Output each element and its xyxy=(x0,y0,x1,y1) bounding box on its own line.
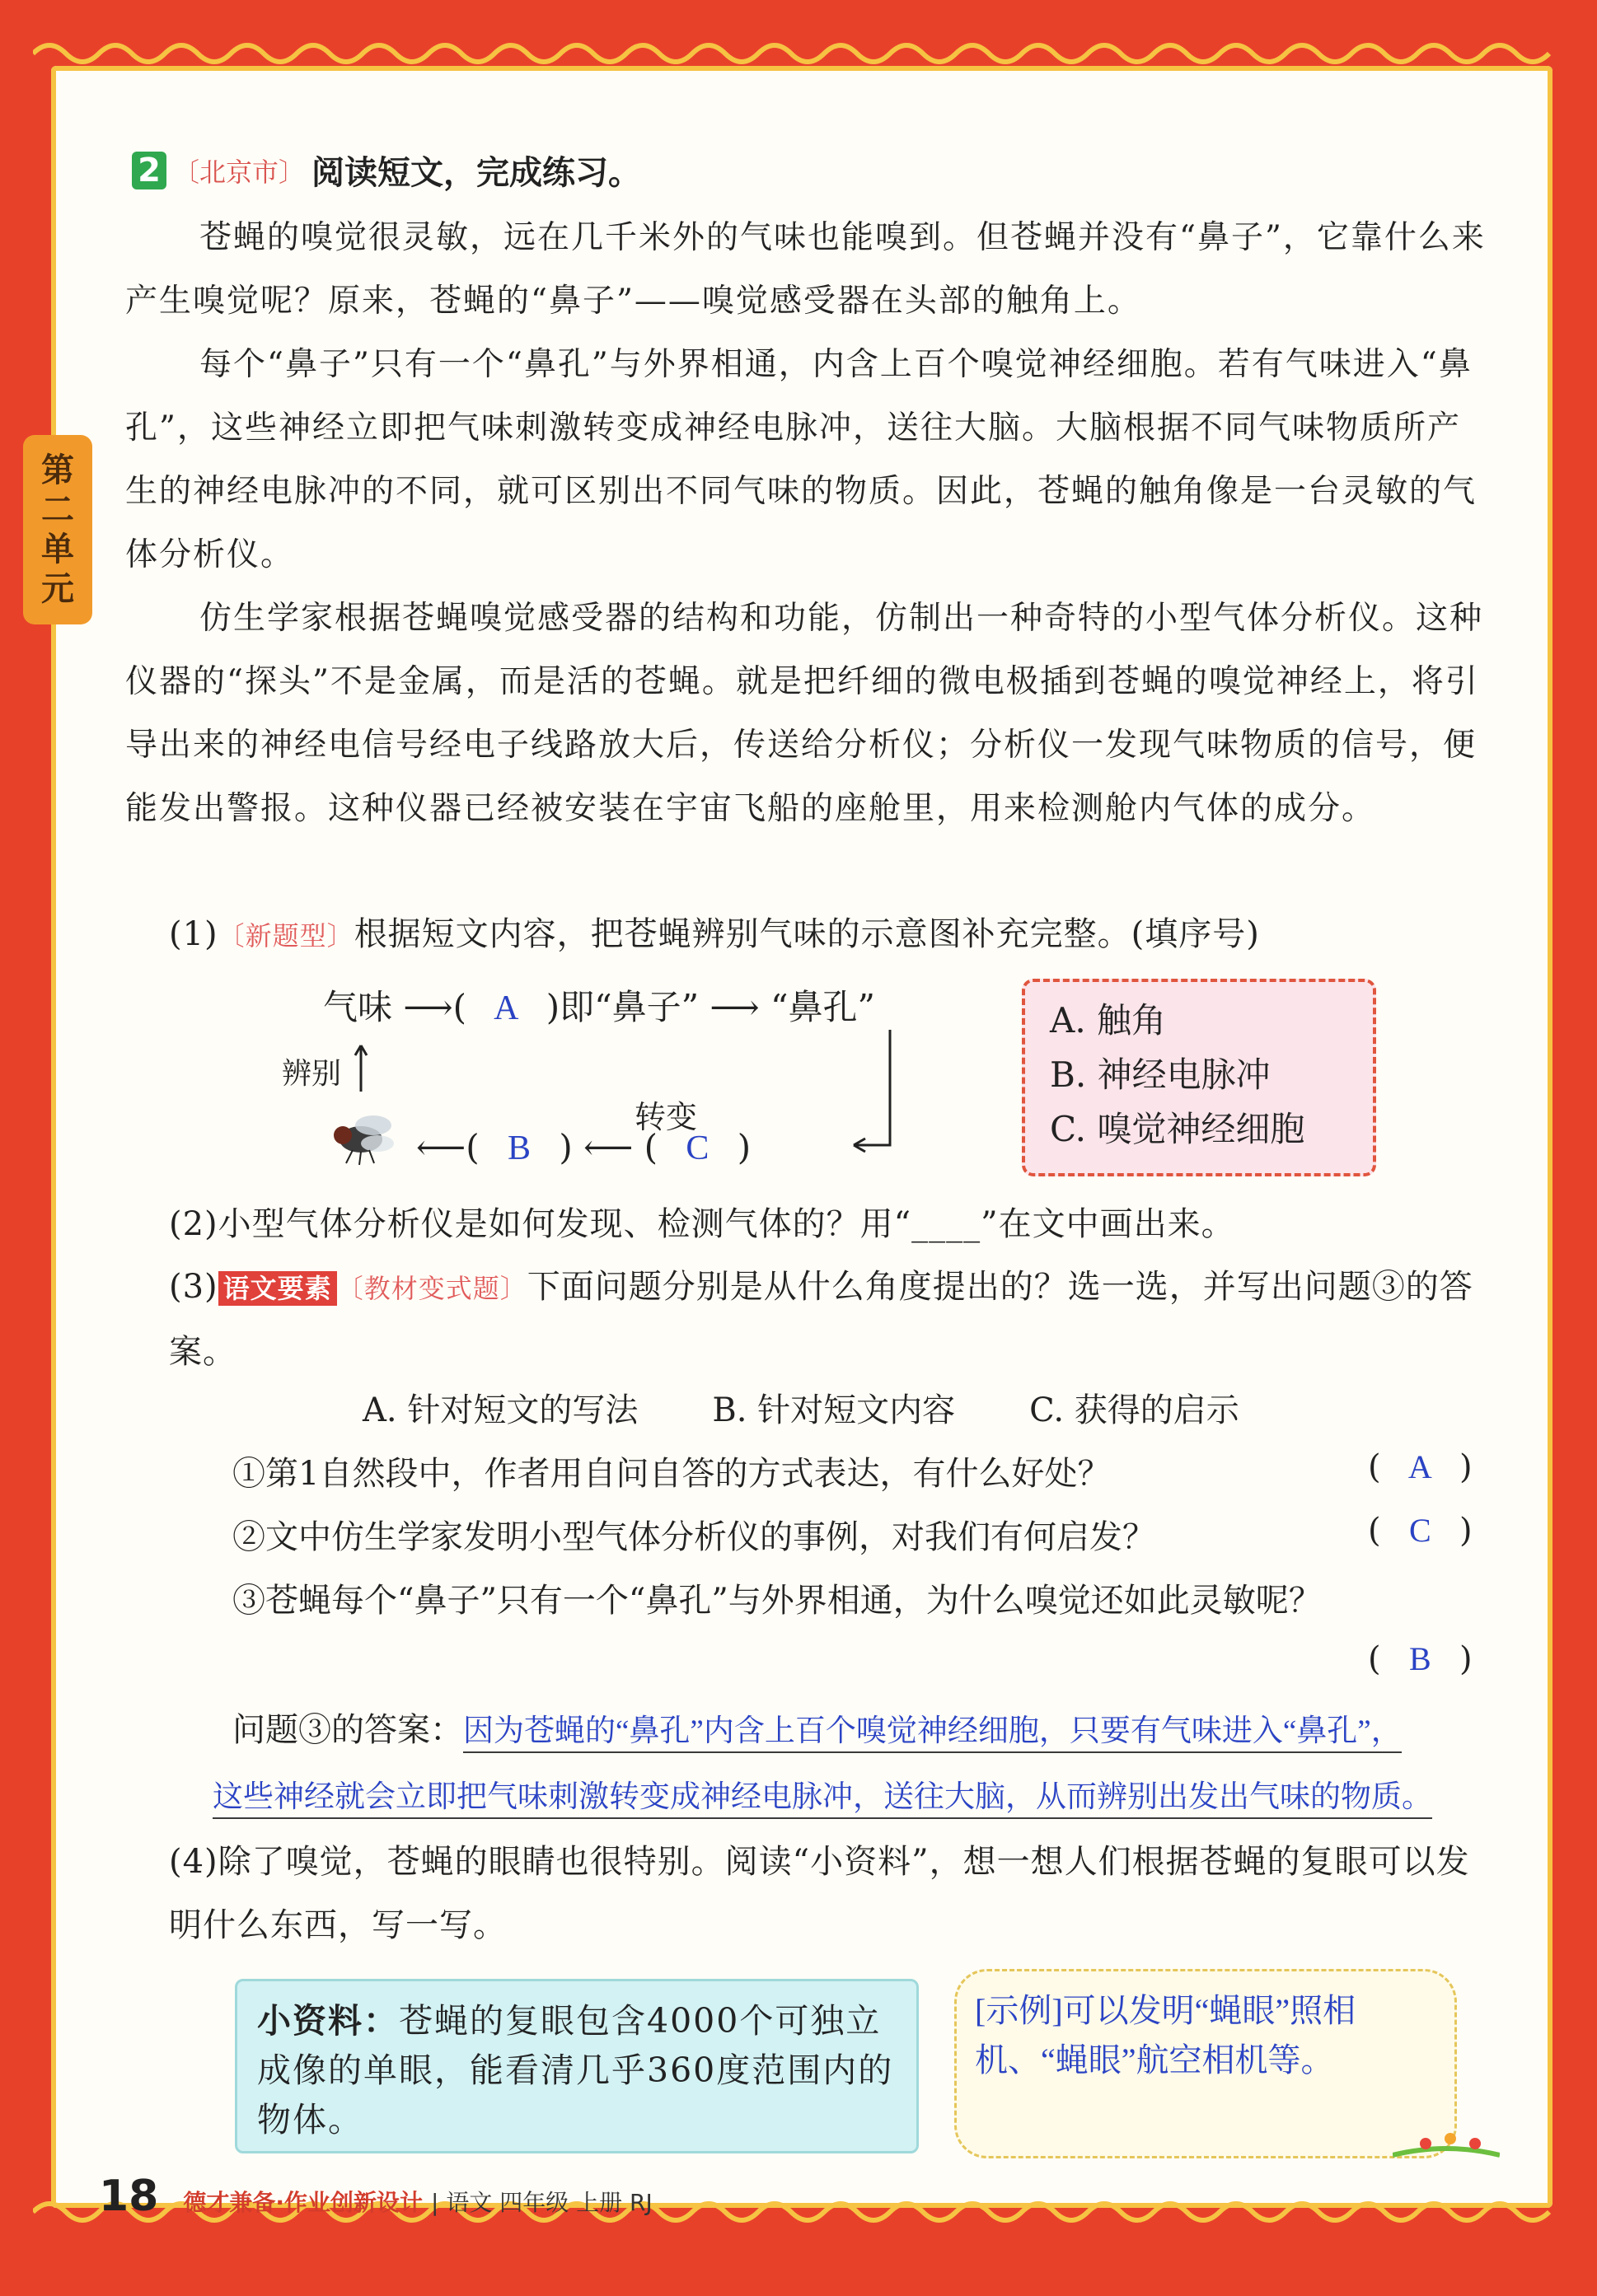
q3-item-text: ③苍蝇每个“鼻子”只有一个“鼻孔”与外界相通，为什么嗅觉还如此灵敏呢？ xyxy=(232,1582,1322,1620)
flower-decoration-icon xyxy=(1393,2125,1500,2158)
flow-transform: 转变 xyxy=(635,1099,698,1135)
q3-answer-line-2 xyxy=(213,1771,1531,1816)
exercise-title: 阅读短文，完成练习。 xyxy=(311,154,642,192)
q3-item-1 xyxy=(232,1447,1501,1494)
flow-arrow: ⟶ xyxy=(710,987,760,1027)
flow-paren-right: ) xyxy=(546,987,560,1027)
info-box xyxy=(235,1979,919,2153)
footer xyxy=(99,2172,653,2221)
q3-answer-3[interactable]: B xyxy=(1408,1640,1431,1677)
q3-tag-element: 语文要素 xyxy=(218,1271,337,1306)
question-4 xyxy=(169,1831,1496,1957)
q1-text: 根据短文内容，把苍蝇辨别气味的示意图补充完整。(填序号) xyxy=(354,915,1260,953)
q3-tag-variant: 〔教材变式题〕 xyxy=(336,1273,527,1304)
flow-row-bottom xyxy=(416,1127,751,1168)
q3-item-2 xyxy=(232,1511,1501,1558)
q3-item-text: ①第1自然段中，作者用自问自答的方式表达，有什么好处？ xyxy=(232,1455,1111,1493)
q3-choice-b: B. 针对短文内容 xyxy=(712,1391,956,1429)
paragraph-2: 每个“鼻子”只有一个“鼻孔”与外界相通，内含上百个嗅觉神经细胞。若有气味进入“鼻孔”，这些神经立即把气味刺激转变成神经电脉冲，送往大脑。大脑根据不同气味物质所产生的神经电脉冲的不同，就可区别出不同气味的物质。因此，苍蝇的触角像是一台灵敏的气体分析仪。 xyxy=(125,346,1478,573)
q1-tag: 〔新题型〕 xyxy=(218,920,354,952)
paragraph-3: 仿生学家根据苍蝇嗅觉感受器的结构和功能，仿制出一种奇特的小型气体分析仪。这种仪器的“探头”不是金属，而是活的苍蝇。就是把纤细的微电极插到苍蝇的嗅觉神经上，将引导出来的神经电信号经电子线路放大后，传送给分析仪；分析仪一发现气味物质的信号，便能发出警报。这种仪器已经被安装在宇宙飞船的座舱里，用来检测舱内气体的成分。 xyxy=(125,600,1484,827)
q3-choice-a: A. 针对短文的写法 xyxy=(363,1391,639,1429)
q3-answer-2[interactable]: C xyxy=(1408,1512,1431,1549)
q3-answer-line-1 xyxy=(232,1704,1501,1751)
book-brand: 德才兼备·作业创新设计 xyxy=(183,2189,424,2216)
answer-box xyxy=(954,1969,1457,2158)
option-a: A. 触角 xyxy=(1050,1000,1167,1040)
flow-paren-left: ( xyxy=(644,1127,658,1167)
q3-choices xyxy=(363,1384,1434,1431)
q3-choice-c: C. 获得的启示 xyxy=(1029,1391,1239,1429)
flow-arrow-left: ⟵ xyxy=(583,1127,634,1167)
options-box xyxy=(1022,979,1376,1176)
q3-answer-label: 问题③的答案： xyxy=(232,1711,463,1749)
unit-char: 第 xyxy=(41,451,74,489)
flow-up-arrow xyxy=(353,1042,369,1092)
info-text: 苍蝇的复眼包含4000个可独立成像的单眼，能看清几乎360度范围内的物体。 xyxy=(257,2001,894,2139)
flow-down-left-arrow xyxy=(849,1030,898,1162)
flow-paren-right: ) xyxy=(737,1127,752,1167)
q3-answer-text-1[interactable]: 因为苍蝇的“鼻孔”内含上百个嗅觉神经细胞，只要有气味进入“鼻孔”， xyxy=(463,1714,1402,1753)
q2-text: 小型气体分析仪是如何发现、检测气体的？用“____”在文中画出来。 xyxy=(218,1205,1235,1243)
flow-answer-2[interactable]: B xyxy=(507,1129,531,1167)
flow-answer-3[interactable]: C xyxy=(686,1129,710,1167)
flow-smell: 气味 xyxy=(323,987,393,1027)
flow-paren-right: ) xyxy=(559,1127,573,1167)
book-series: | 语文 四年级 上册 RJ xyxy=(431,2189,653,2216)
page-number: 18 xyxy=(99,2172,159,2221)
flow-ji-nose: 即“鼻子” xyxy=(560,987,700,1027)
unit-char: 二 xyxy=(41,491,74,529)
option-c: C. 嗅觉神经细胞 xyxy=(1050,1109,1305,1149)
question-1 xyxy=(169,903,1504,968)
q3-answer-1[interactable]: A xyxy=(1407,1448,1432,1485)
flow-nostril: “鼻孔” xyxy=(770,987,875,1027)
q3-answer-text-2[interactable]: 这些神经就会立即把气味刺激转变成神经电脉冲，送往大脑，从而辨别出发出气味的物质。 xyxy=(213,1780,1432,1819)
q4-text: 除了嗅觉，苍蝇的眼睛也很特别。阅读“小资料”，想一想人们根据苍蝇的复眼可以发明什么东西，写一写。 xyxy=(169,1843,1470,1944)
top-wave-decoration xyxy=(33,37,1564,70)
exercise-number: 2 xyxy=(132,152,166,189)
exercise-header xyxy=(132,147,641,194)
flow-identify: 辨别 xyxy=(282,1057,342,1091)
q4-answer[interactable]: [示例]可以发明“蝇眼”照相机、“蝇眼”航空相机等。 xyxy=(975,1992,1356,2079)
q3-item-2-answer-slot: ( C ) xyxy=(1368,1512,1473,1550)
paragraph-1: 苍蝇的嗅觉很灵敏，远在几千米外的气味也能嗅到。但苍蝇并没有“鼻子”，它靠什么来产生嗅觉呢？原来，苍蝇的“鼻子”——嗅觉感受器在头部的触角上。 xyxy=(125,219,1486,320)
flow-answer-1[interactable]: A xyxy=(494,989,519,1027)
q3-item-3-answer-slot: ( B ) xyxy=(1368,1640,1473,1678)
flow-arrow-left: ⟵ xyxy=(416,1127,466,1167)
option-b: B. 神经电脉冲 xyxy=(1050,1054,1271,1095)
q3-item-3 xyxy=(232,1574,1518,1621)
flow-paren-left: ( xyxy=(466,1127,480,1167)
flow-arrow: ⟶ xyxy=(403,987,453,1027)
q3-item-1-answer-slot: ( A ) xyxy=(1368,1448,1473,1486)
question-3 xyxy=(169,1256,1487,1384)
info-label: 小资料： xyxy=(257,2001,399,2041)
unit-char: 元 xyxy=(41,570,74,608)
q3-item-text: ②文中仿生学家发明小型气体分析仪的事例，对我们有何启发？ xyxy=(232,1518,1155,1556)
q3-number: (3) xyxy=(169,1268,218,1306)
flow-row-top xyxy=(323,980,875,1030)
fly-icon xyxy=(328,1102,402,1168)
unit-char: 单 xyxy=(41,531,74,568)
flow-paren-left: ( xyxy=(452,987,466,1027)
q2-number: (2) xyxy=(169,1205,218,1243)
region-tag: 〔北京市〕 xyxy=(173,156,306,188)
q4-number: (4) xyxy=(169,1843,218,1881)
q3-text: 下面问题分别是从什么角度提出的？选一选，并写出问题③的答案。 xyxy=(169,1268,1473,1371)
unit-side-tab xyxy=(23,435,92,624)
question-2 xyxy=(169,1193,1504,1256)
q1-number: (1) xyxy=(169,915,218,953)
